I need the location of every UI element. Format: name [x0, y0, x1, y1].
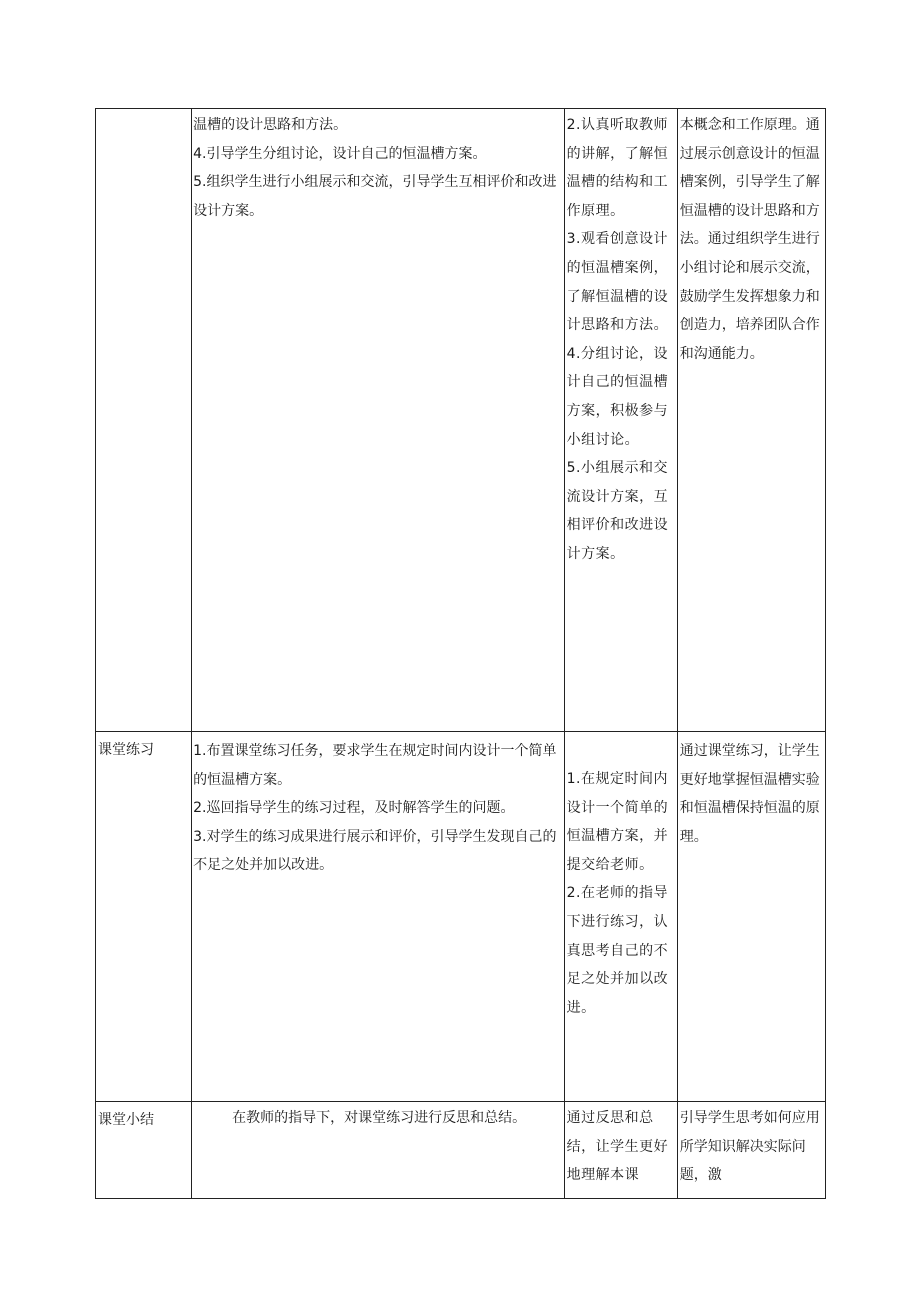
section-label-cell [96, 732, 192, 1102]
section-label-cell [96, 1102, 192, 1199]
table-row [96, 732, 826, 1102]
teacher-activity-item: 在教师的指导下，对课堂练习进行反思和总结。 [232, 1110, 527, 1126]
teacher-activity-cell [192, 732, 565, 1102]
teacher-activity-item: 5.组织学生进行小组展示和交流，引导学生互相评价和改进设计方案。 [193, 174, 557, 219]
design-intent-text: 本概念和工作原理。通过展示创意设计的恒温槽案例，引导学生了解恒温槽的设计思路和方法。通过组织学生进行小组讨论和展示交流，鼓励学生发挥想象力和创造力，培养团队合作和沟通能力。 [679, 117, 820, 362]
student-activity-item: 2.认真听取教师的讲解，了解恒温槽的结构和工作原理。 [566, 117, 669, 219]
student-activity-cell [564, 109, 677, 732]
section-label: 课堂小结 [98, 1112, 154, 1128]
design-intent-text: 引导学生思考如何应用所学知识解决实际问题，激 [679, 1110, 820, 1184]
table-row [96, 1102, 826, 1199]
design-intent-text: 通过课堂练习，让学生更好地掌握恒温槽实验和恒温槽保持恒温的原理。 [679, 743, 820, 845]
teacher-activity-item: 1.布置课堂练习任务，要求学生在规定时间内设计一个简单的恒温槽方案。 [193, 743, 557, 788]
teacher-activity-item: 温槽的设计思路和方法。 [193, 117, 348, 133]
student-activity-item: 1.在规定时间内设计一个简单的恒温槽方案，并提交给老师。 [566, 771, 669, 873]
student-activity-item: 通过反思和总结，让学生更好地理解本课 [566, 1110, 669, 1184]
teacher-activity-item: 4.引导学生分组讨论，设计自己的恒温槽方案。 [193, 145, 487, 162]
design-intent-cell [677, 732, 825, 1102]
section-label: 课堂练习 [98, 742, 154, 758]
student-activity-cell [564, 1102, 677, 1199]
teacher-activity-item: 3.对学生的练习成果进行展示和评价，引导学生发现自己的不足之处并加以改进。 [193, 828, 557, 874]
section-label-cell [96, 109, 192, 732]
student-activity-item: 5.小组展示和交流设计方案，互相评价和改进设计方案。 [566, 460, 669, 562]
student-activity-item: 2.在老师的指导下进行练习，认真思考自己的不足之处并加以改进。 [566, 885, 669, 1016]
design-intent-cell [677, 1102, 825, 1199]
student-activity-item: 4.分组讨论，设计自己的恒温槽方案，积极参与小组讨论。 [566, 345, 669, 448]
table-row [96, 109, 826, 732]
student-activity-cell [564, 732, 677, 1102]
teacher-activity-cell [192, 1102, 565, 1199]
design-intent-cell [677, 109, 825, 732]
teacher-activity-cell [192, 109, 565, 732]
lesson-plan-table [95, 108, 826, 1199]
teacher-activity-item: 2.巡回指导学生的练习过程，及时解答学生的问题。 [193, 800, 515, 817]
student-activity-item: 3.观看创意设计的恒温槽案例，了解恒温槽的设计思路和方法。 [566, 231, 669, 334]
